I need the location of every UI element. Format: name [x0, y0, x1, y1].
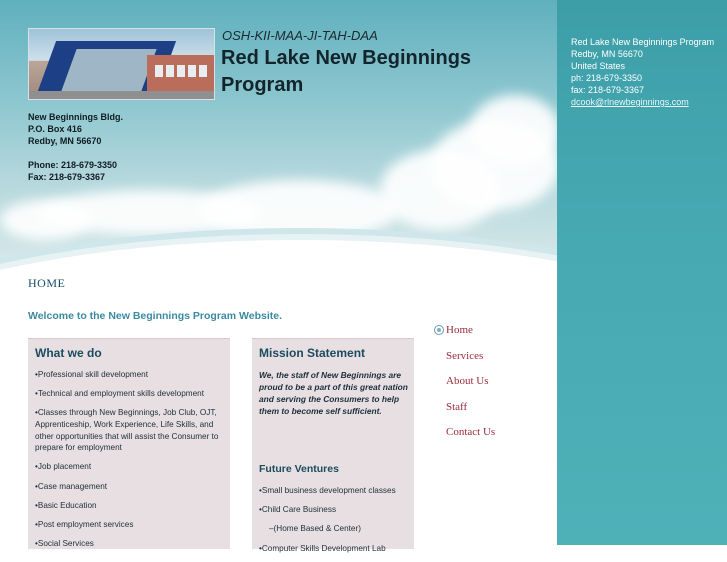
list-item: •Computer Skills Development Lab — [259, 543, 386, 553]
welcome-message: Welcome to the New Beginnings Program Website. — [28, 310, 282, 322]
nav-staff[interactable]: Staff — [446, 401, 468, 413]
list-item: •Basic Education — [35, 500, 97, 510]
contact-country: United States — [571, 61, 626, 71]
nav-about-us[interactable]: About Us — [446, 375, 489, 387]
address-phone: Phone: 218-679-3350 — [28, 160, 118, 170]
mission-text: We, the staff of New Beginnings are proud to be a part of this great nation and serving the Consumers to help them to become self sufficient. — [259, 370, 408, 416]
nav-services[interactable]: Services — [446, 350, 484, 362]
current-page-icon — [434, 325, 444, 335]
list-item: •Small business development classes — [259, 486, 396, 495]
address-line: P.O. Box 416 — [28, 124, 82, 134]
page-title: HOME — [28, 276, 66, 290]
contact-phone: ph: 218-679-3350 — [571, 73, 643, 83]
photo-glass — [61, 49, 156, 91]
list-item: •Social Services — [35, 539, 94, 549]
contact-city: Redby, MN 56670 — [571, 49, 643, 59]
what-we-do-list — [35, 369, 225, 557]
list-item: •Job placement — [35, 462, 92, 472]
cloud — [0, 200, 90, 240]
cloud — [380, 150, 500, 230]
list-item: –(Home Based & Center) — [269, 524, 361, 534]
site-tagline: OSH-KII-MAA-JI-TAH-DAA — [222, 28, 378, 43]
contact-fax: fax: 218-679-3367 — [571, 85, 645, 95]
cloud — [470, 95, 558, 165]
mailing-address — [28, 111, 123, 183]
future-ventures-list — [259, 485, 414, 562]
address-fax: Fax: 218-679-3367 — [28, 172, 106, 182]
mission-title: Mission Statement — [259, 346, 366, 360]
what-we-do-title: What we do — [35, 346, 102, 360]
list-item: •Case management — [35, 481, 108, 491]
site-title: Red Lake New Beginnings Program — [221, 47, 472, 96]
building-photo — [28, 28, 215, 100]
list-item: •Child Care Business — [259, 505, 337, 515]
list-item: •Professional skill development — [35, 370, 148, 379]
contact-email-link[interactable]: dcook@rlnewbeginnings.com — [571, 97, 689, 107]
photo-windows — [155, 65, 207, 77]
contact-info — [571, 36, 714, 108]
address-line: Redby, MN 56670 — [28, 136, 102, 146]
list-item: •Technical and employment skills development — [35, 389, 204, 399]
nav-contact-us[interactable]: Contact Us — [446, 426, 496, 438]
list-item: •Classes through New Beginnings, Job Club, OJT, Apprenticeship, Work Experience, Life Skills, and other opportunities that will assist the Consumer to prepare for employment — [35, 408, 219, 453]
contact-name: Red Lake New Beginnings Program — [571, 37, 715, 47]
photo-ground — [29, 91, 214, 99]
future-ventures-title: Future Ventures — [259, 463, 339, 475]
address-line: New Beginnings Bldg. — [28, 112, 124, 122]
list-item: •Post employment services — [35, 519, 134, 529]
nav-home[interactable]: Home — [446, 324, 473, 336]
